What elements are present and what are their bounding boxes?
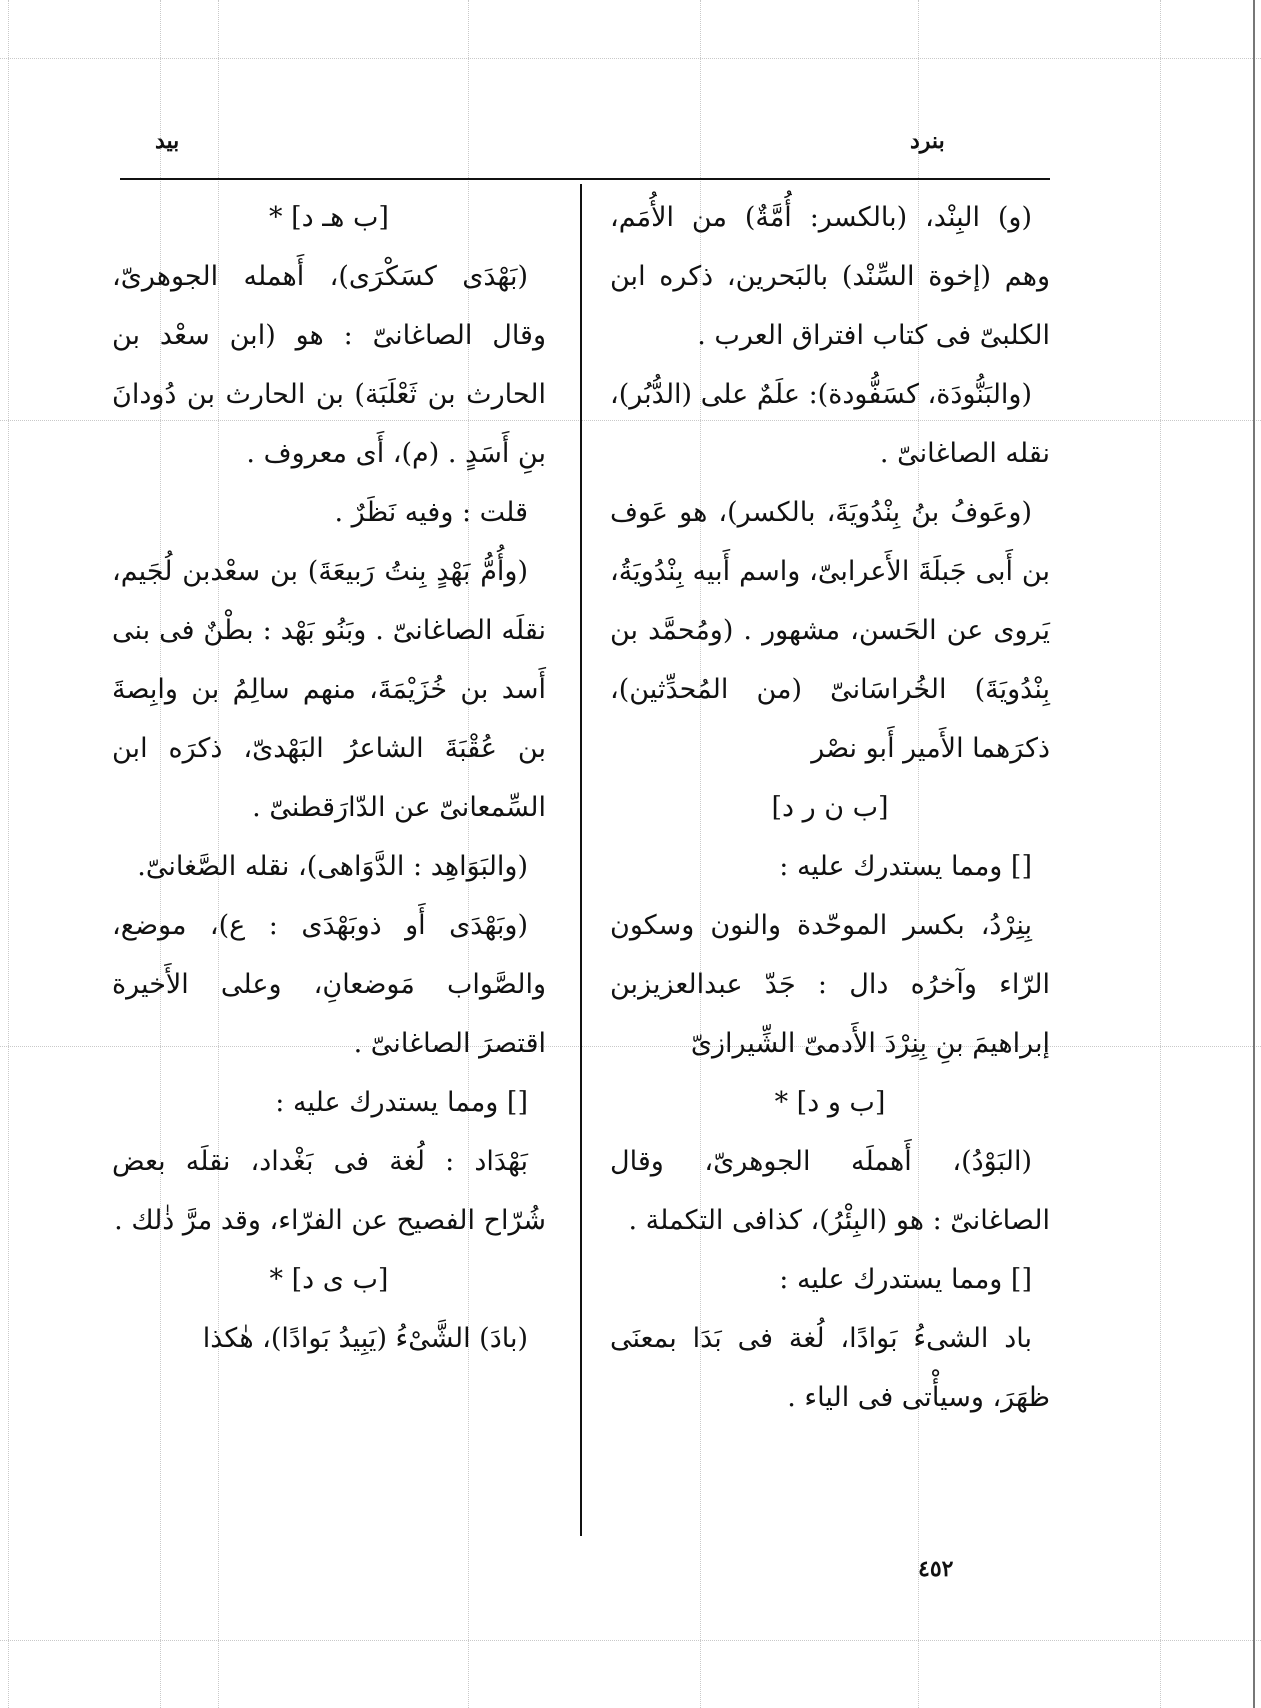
page-edge [1253, 0, 1255, 1708]
scan-gridline [1160, 0, 1161, 1708]
entry-heading: [ب هـ د] * [269, 202, 389, 233]
entry-paragraph: (البَوْدُ)، أَهملَه الجوهرىّ، وقال الصاغانىّ : هو (البِئْرُ)، كذافى التكملة . [610, 1146, 1050, 1236]
right-column [610, 188, 1050, 1427]
entry-paragraph: باد الشىءُ بَوادًا، لُغة فى بَدَا بمعنَى ظهَرَ، وسيأْتى فى الياء . [610, 1323, 1050, 1413]
header-rule [120, 178, 1050, 180]
addendum-label: [] ومما يستدرك عليه : [779, 851, 1032, 882]
entry-paragraph: (بَهْدَى كسَكْرَى)، أَهمله الجوهرىّ، وقال الصاغانىّ : هو (ابن سعْد بن الحارث بن ثَعْلَبَة) بن الحارث بن دُودانَ بنِ أَسَدٍ . (م)، أَى معروف . [112, 261, 546, 469]
entry-paragraph: (والبَوَاهِد : الدَّوَاهى)، نقله الصَّغانىّ. [137, 851, 528, 882]
entry-paragraph: (وبَهْدَى أَو ذوبَهْدَى : ع)، موضع، والصَّواب مَوضعانِ، وعلى الأَخيرة اقتصرَ الصاغانىّ . [112, 910, 546, 1059]
scan-gridline [8, 0, 9, 1708]
entry-paragraph: (والبَنُّودَة، كسَفُّودة): علَمٌ على (الدُّبُر)، نقله الصاغانىّ . [610, 379, 1050, 469]
entry-paragraph: (بادَ) الشَّىْءُ (يَبِيدُ بَوادًا)، هٰكذا [202, 1323, 528, 1354]
addendum-label: [] ومما يستدرك عليه : [275, 1087, 528, 1118]
entry-paragraph: بِنِرْدُ، بكسر الموحّدة والنون وسكون الرّاء وآخرُه دال : جَدّ عبدالعزيزبن إبراهيمَ بنِ بِنِرْدَ الأَدمىّ الشِّيرازىّ [610, 910, 1050, 1059]
running-head-left: بيد [155, 128, 180, 154]
entry-heading: [ب ن ر د] [771, 792, 889, 823]
entry-paragraph: (وعَوفُ بنُ بِنْدُويَةَ، بالكسر)، هو عَوف بن أَبى جَبلَةَ الأَعرابىّ، واسم أَبيه بِنْدُويَةُ، يَروى عن الحَسن، مشهور . (ومُحمَّد بن بِنْدُويَةَ) الخُراسَانىّ (من المُحدِّثين)، ذكرَهما الأَمير أَبو نصْر [610, 497, 1050, 764]
scan-gridline [0, 1640, 1261, 1641]
page-number: ٤٥٢ [918, 1556, 954, 1582]
column-divider [580, 184, 582, 1536]
entry-paragraph: بَهْدَاد : لُغة فى بَغْداد، نقلَه بعض شُرّاح الفصيح عن الفرّاء، وقد مرَّ ذٰلك . [112, 1146, 546, 1236]
addendum-label: [] ومما يستدرك عليه : [779, 1264, 1032, 1295]
scan-gridline [0, 58, 1261, 59]
entry-paragraph: (و) البِنْد، (بالكسر: أُمَّةٌ) من الأُمَم، وهم (إخوة السِّنْد) بالبَحرين، ذكره ابن الكلبىّ فى كتاب افتراق العرب . [610, 202, 1050, 351]
entry-heading: [ب و د] * [774, 1087, 886, 1118]
running-head-right: بنرد [910, 128, 945, 154]
entry-paragraph: (وأُمُّ بَهْدٍ بِنتُ رَبيعَةَ) بن سعْدبن لُجَيم، نقلَه الصاغانىّ . وبَنُو بَهْد : بطْنٌ فى بنى أَسد بن خُزَيْمَةَ، منهم سالِمُ بن وابِصةَ بن عُقْبَةَ الشاعرُ البَهْدىّ، ذكرَه ابن السِّمعانىّ عن الدّارَقطنىّ . [112, 556, 546, 823]
left-column [112, 188, 546, 1368]
entry-paragraph: قلت : وفيه نَظَرٌ . [334, 497, 528, 528]
entry-heading: [ب ى د] * [269, 1264, 389, 1295]
